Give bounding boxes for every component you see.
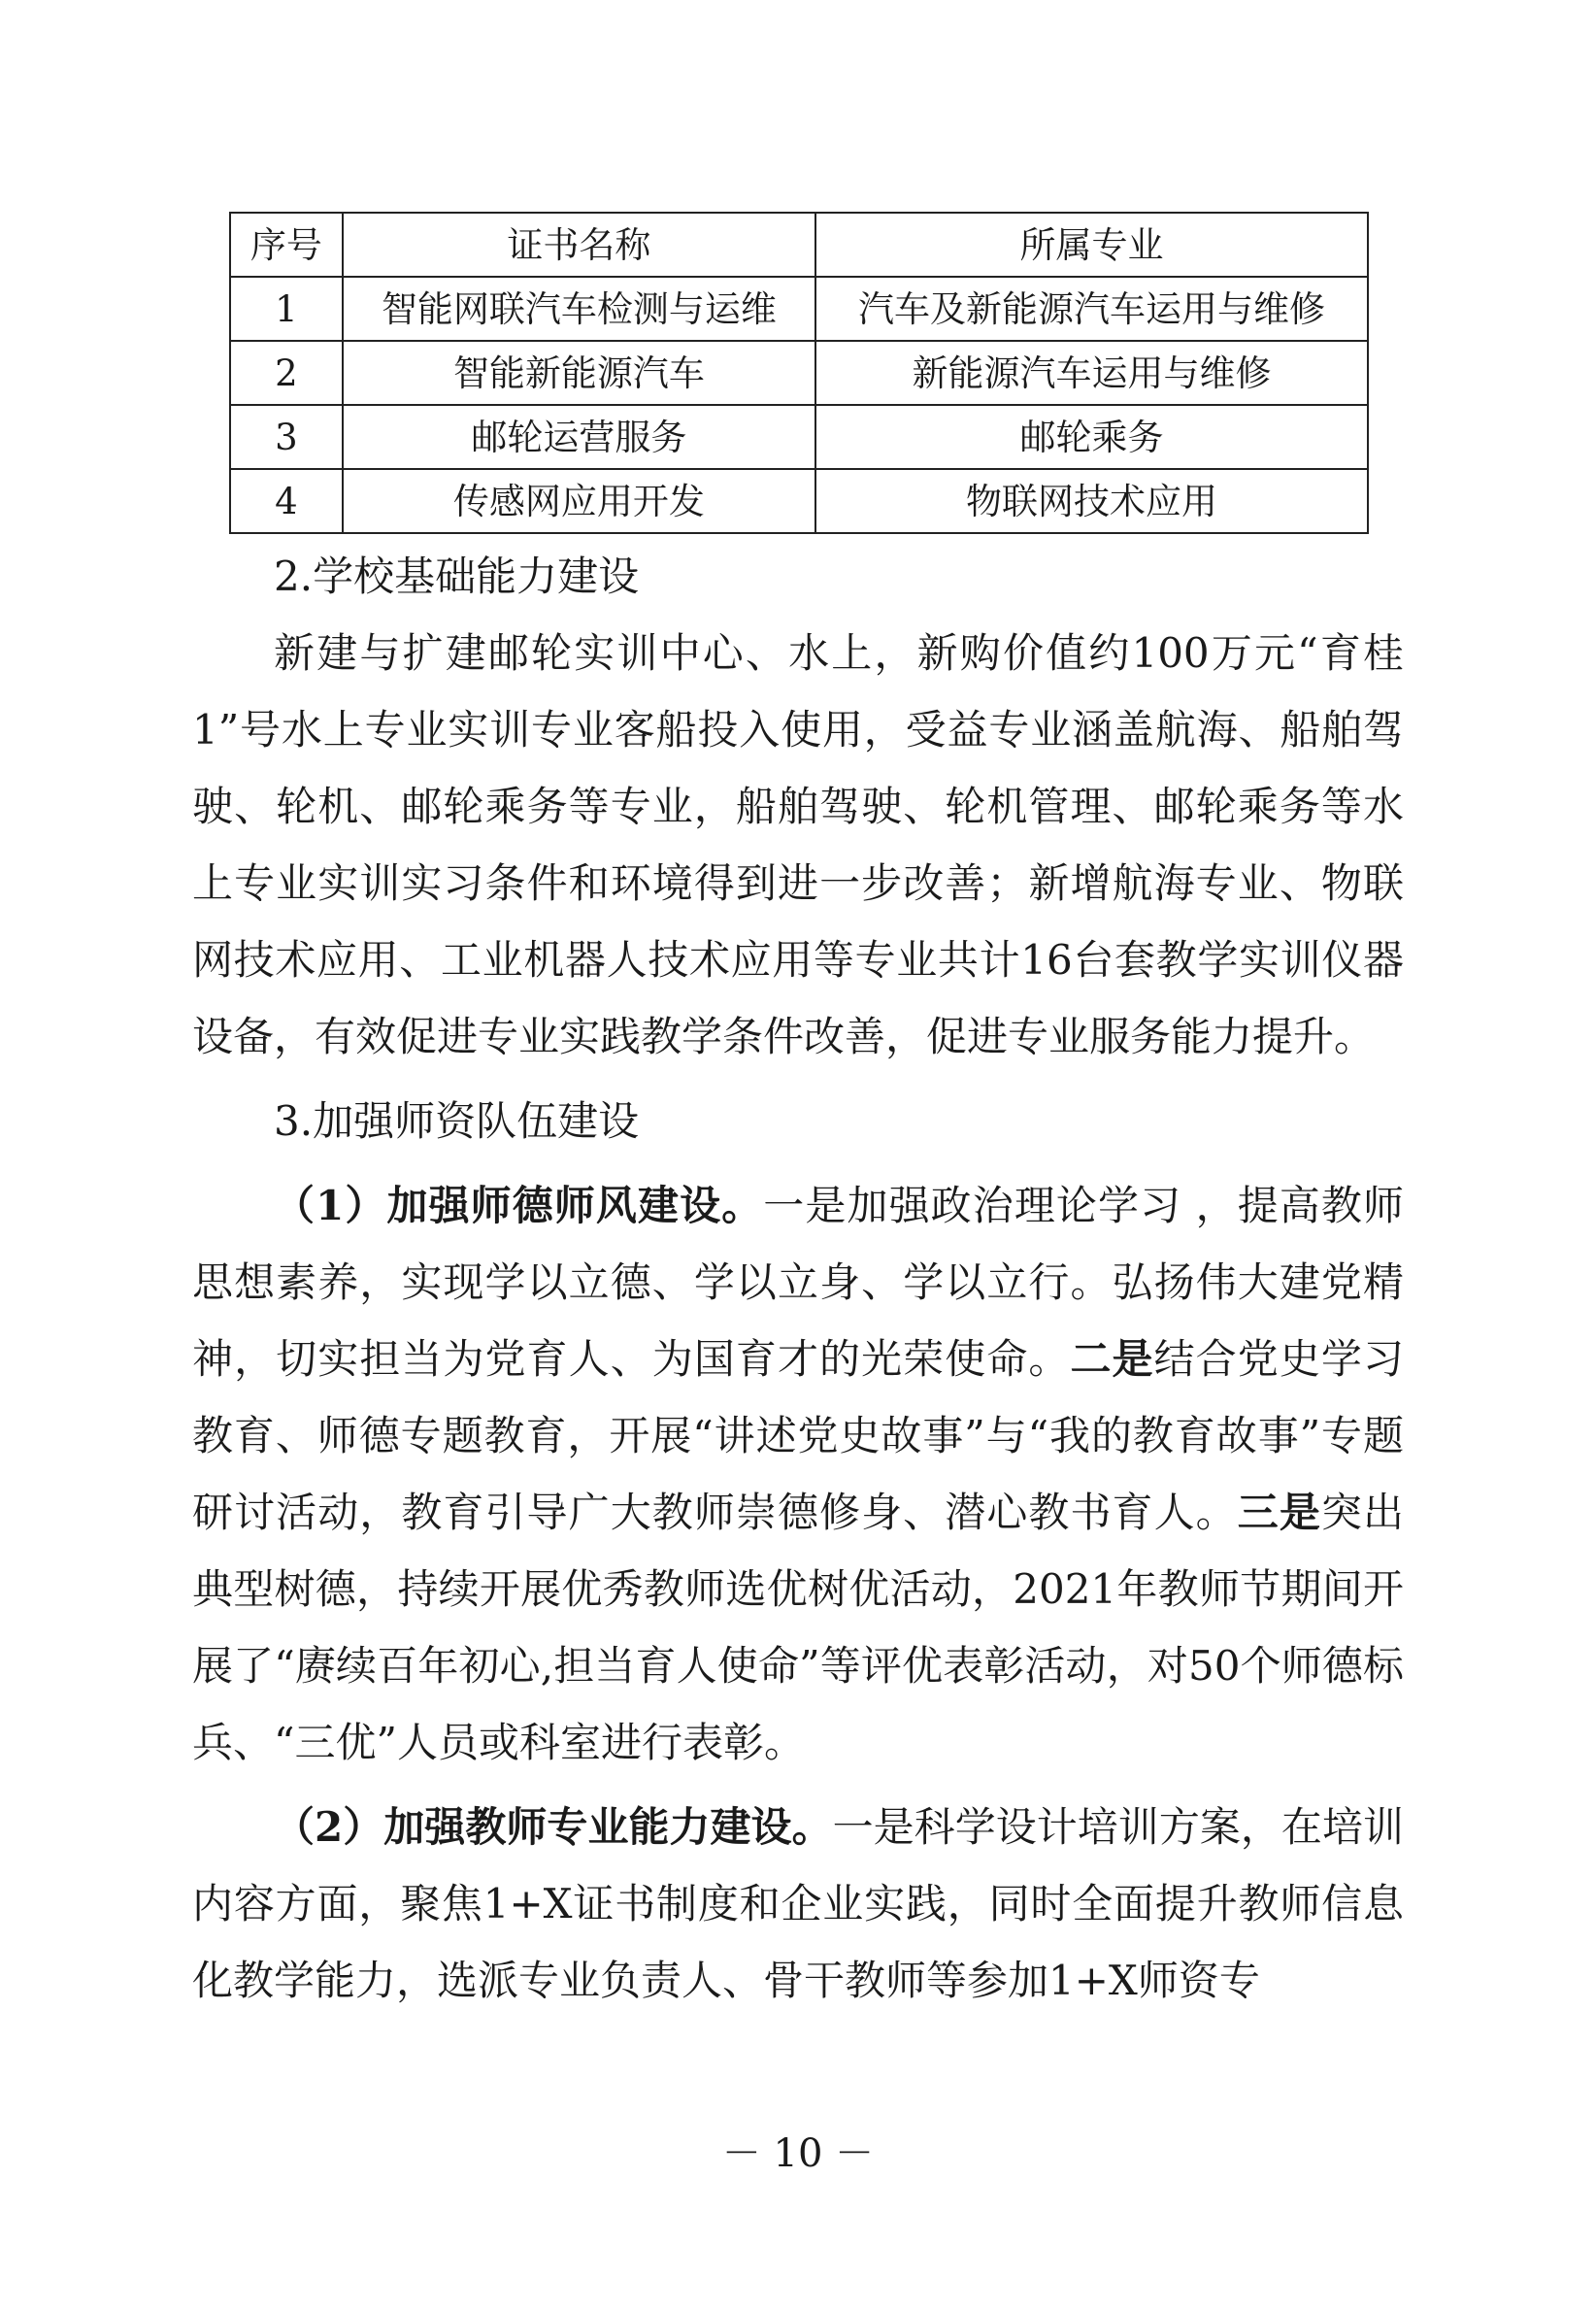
section2-heading: 2.学校基础能力建设 [274, 553, 640, 600]
sub1-lead3: 三是 [1237, 1489, 1321, 1536]
cell-cert-name: 传感网应用开发 [343, 469, 815, 533]
certificate-table [229, 212, 1369, 534]
header-index: 序号 [230, 213, 343, 277]
sub1-text2: 结合党史学习教育、师德专题教育，开展“讲述党史故事”与“我的教育故事”专题研讨活动，教育引导广大教师崇德修身、潜心教书育人。 [192, 1335, 1404, 1536]
cell-major: 汽车及新能源汽车运用与维修 [815, 277, 1368, 341]
cell-index: 2 [230, 341, 343, 405]
table-row [230, 405, 1368, 469]
cell-index: 4 [230, 469, 343, 533]
cell-index: 1 [230, 277, 343, 341]
sub1-lead2: 二是 [1070, 1335, 1154, 1383]
cell-major: 物联网技术应用 [815, 469, 1368, 533]
header-major: 所属专业 [815, 213, 1368, 277]
cell-major: 新能源汽车运用与维修 [815, 341, 1368, 405]
cell-major: 邮轮乘务 [815, 405, 1368, 469]
sub1-title: （1）加强师德师风建设。 [274, 1182, 764, 1229]
cell-cert-name: 智能新能源汽车 [343, 341, 815, 405]
sub2-paragraph [192, 1789, 1404, 2019]
sub2-lead1: 一是 [832, 1803, 914, 1851]
sub2-text1: 科学设计培训方案，在培训内容方面，聚焦1+X证书制度和企业实践，同时全面提升教师信息化教学能力，选派专业负责人、骨干教师等参加1+X师资专 [192, 1803, 1404, 2004]
section2-paragraph: 新建与扩建邮轮实训中心、水上，新购价值约100万元“育桂1”号水上专业实训专业客船投入使用，受益专业涵盖航海、船舶驾驶、轮机、邮轮乘务等专业，船舶驾驶、轮机管理、邮轮乘务等水上专业实训实习条件和环境得到进一步改善；新增航海专业、物联网技术应用、工业机器人技术应用等专业共计16台套教学实训仪器设备，有效促进专业实践教学条件改善，促进专业服务能力提升。 [192, 629, 1404, 1060]
page-number: － 10 － [721, 2131, 875, 2176]
cell-cert-name: 邮轮运营服务 [343, 405, 815, 469]
table-row [230, 277, 1368, 341]
sub1-paragraph [192, 1167, 1404, 1781]
body-text [192, 538, 1404, 2019]
sub2-title: （2）加强教师专业能力建设。 [274, 1803, 833, 1851]
table-row [230, 469, 1368, 533]
header-cert-name: 证书名称 [343, 213, 815, 277]
section3-heading: 3.加强师资队伍建设 [274, 1097, 640, 1145]
sub1-text1: 加强政治理论学习 ，提高教师思想素养，实现学以立德、学以立身、学以立行。弘扬伟大建党精神，切实担当为党育人、为国育才的光荣使命。 [192, 1182, 1404, 1383]
table-header-row [230, 213, 1368, 277]
cell-index: 3 [230, 405, 343, 469]
sub1-text3: 突出典型树德，持续开展优秀教师选优树优活动，2021年教师节期间开展了“赓续百年初心,担当育人使命”等评优表彰活动，对50个师德标兵、“三优”人员或科室进行表彰。 [192, 1489, 1404, 1766]
cell-cert-name: 智能网联汽车检测与运维 [343, 277, 815, 341]
sub1-lead1: 一是 [763, 1182, 848, 1229]
table-row [230, 341, 1368, 405]
